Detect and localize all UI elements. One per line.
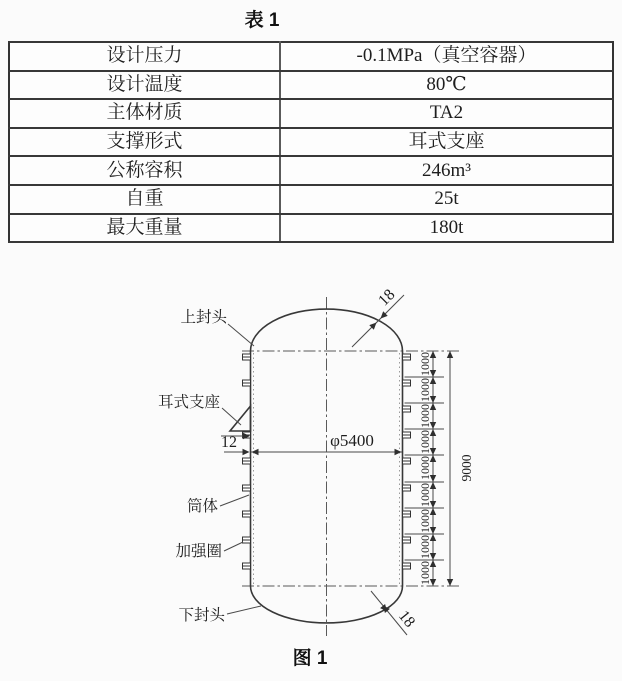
segment-dim-text: 1000 [418,483,432,507]
shell-label: 筒体 [186,498,218,515]
spec-label: 支撑形式 [9,128,280,157]
table-row [9,214,613,243]
stiffening-rings-left [243,354,251,569]
segment-dim-text: 1000 [418,456,432,480]
segment-dim-text: 1000 [418,430,432,454]
vessel-drawing [0,240,622,681]
lug-support-label: 耳式支座 [157,394,220,411]
table-title: 表 1 [244,10,280,31]
spec-label: 设计温度 [9,71,280,100]
spec-value: 25t [280,185,613,214]
shell-thickness-text: 12 [221,434,237,451]
segment-dim-text: 1000 [418,535,432,559]
top-head-thickness-text: 18 [375,286,399,310]
table-row [9,128,613,157]
spec-value: 80℃ [280,71,613,100]
spec-label: 自重 [9,185,280,214]
spec-label: 公称容积 [9,156,280,185]
segment-dim-text: 1000 [418,352,432,376]
table-row [9,71,613,100]
spec-value: 246m³ [280,156,613,185]
spec-label: 最大重量 [9,214,280,243]
spec-value: 180t [280,214,613,243]
top-head-thickness-dimension [352,286,404,347]
segment-dim-text: 1000 [418,404,432,428]
height-dimension [447,351,474,586]
figure-caption: 图 1 [292,648,328,669]
table-row [9,42,613,71]
segment-dim-text: 1000 [418,561,432,585]
table-row [9,99,613,128]
bottom-head-thickness-text: 18 [394,607,419,631]
top-head-label: 上封头 [180,309,227,326]
stiffening-ring-label: 加强圈 [175,543,222,560]
spec-table [8,41,614,243]
height-dim-text: 9000 [459,454,474,482]
segment-dim-text: 1000 [418,378,432,402]
diameter-dim-text: φ5400 [330,431,374,450]
spec-label: 主体材质 [9,99,280,128]
bottom-head-label: 下封头 [178,607,225,624]
table-row [9,185,613,214]
spec-value: TA2 [280,99,613,128]
spec-label: 设计压力 [9,42,280,71]
spec-value: 耳式支座 [280,128,613,157]
stiffening-rings-right [403,354,411,569]
table-row [9,156,613,185]
spec-value: -0.1MPa（真空容器） [280,42,613,71]
segment-dim-text: 1000 [418,509,432,533]
